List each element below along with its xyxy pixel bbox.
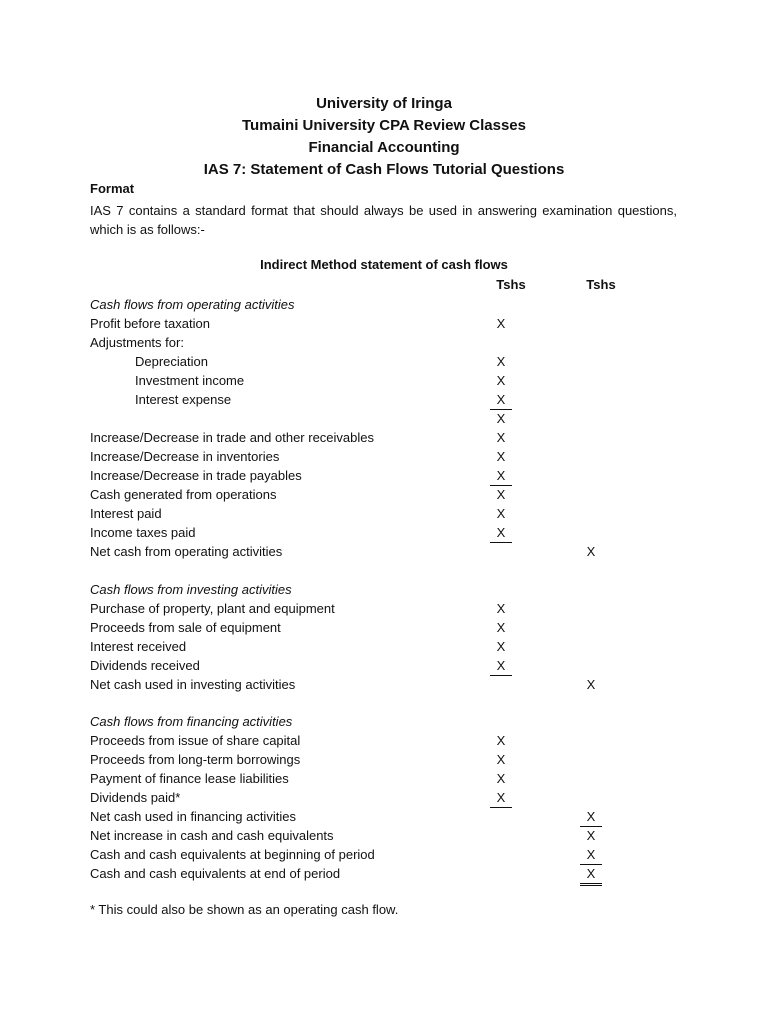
statement-row	[0, 409, 768, 428]
row-label: Purchase of property, plant and equipment	[90, 601, 335, 616]
statement-row	[0, 352, 768, 371]
section-heading-financing: Cash flows from financing activities	[90, 714, 293, 729]
statement-title: Indirect Method statement of cash flows	[260, 257, 508, 272]
column-header-tshs-2: Tshs	[586, 277, 616, 292]
statement-row	[0, 542, 768, 561]
row-label: Cash and cash equivalents at end of period	[90, 866, 341, 881]
statement-row	[0, 371, 768, 390]
row-label: Depreciation	[135, 354, 208, 369]
statement-row	[0, 447, 768, 466]
statement-row	[0, 807, 768, 826]
statement-row	[0, 523, 768, 542]
course-title: Tumaini University CPA Review Classes	[242, 117, 526, 134]
statement-row	[0, 864, 768, 883]
statement-row	[0, 314, 768, 333]
row-label: Income taxes paid	[90, 525, 196, 540]
row-value: X	[490, 466, 512, 486]
row-label: Proceeds from sale of equipment	[90, 620, 281, 635]
statement-row	[0, 504, 768, 523]
row-label: Interest expense	[135, 392, 232, 407]
row-value: X	[496, 620, 506, 635]
row-value: X	[496, 752, 506, 767]
row-label: Interest received	[90, 639, 187, 654]
statement-row	[0, 845, 768, 864]
statement-row	[0, 731, 768, 750]
row-label: Net cash from operating activities	[90, 544, 283, 559]
row-grand-total: X	[580, 864, 602, 886]
row-label: Dividends paid*	[90, 790, 181, 805]
row-value: X	[496, 733, 506, 748]
statement-row	[0, 295, 768, 314]
row-value: X	[496, 639, 506, 654]
row-label: Increase/Decrease in trade and other receivables	[90, 430, 374, 445]
section-heading-operating: Cash flows from operating activities	[90, 297, 295, 312]
row-label: Investment income	[135, 373, 245, 388]
statement-row	[0, 769, 768, 788]
subject-title: Financial Accounting	[308, 139, 460, 156]
row-label: Net cash used in financing activities	[90, 809, 296, 824]
row-value: X	[496, 771, 506, 786]
row-label: Cash and cash equivalents at beginning of period	[90, 847, 375, 862]
row-value: X	[496, 506, 506, 521]
statement-row	[0, 428, 768, 447]
section-heading-investing: Cash flows from investing activities	[90, 582, 292, 597]
row-label: Proceeds from long-term borrowings	[90, 752, 301, 767]
format-heading: Format	[90, 181, 135, 196]
row-label: Proceeds from issue of share capital	[90, 733, 301, 748]
statement-row	[0, 675, 768, 694]
row-value: X	[496, 316, 506, 331]
row-label: Cash generated from operations	[90, 487, 277, 502]
row-label: Increase/Decrease in trade payables	[90, 468, 302, 483]
row-label: Interest paid	[90, 506, 162, 521]
statement-row	[0, 599, 768, 618]
row-total: X	[580, 845, 602, 865]
statement-row	[0, 656, 768, 675]
university-title: University of Iringa	[316, 95, 452, 112]
row-value: X	[496, 601, 506, 616]
row-total: X	[580, 807, 602, 827]
row-value: X	[496, 354, 506, 369]
statement-row	[0, 580, 768, 599]
row-label: Adjustments for:	[90, 335, 184, 350]
statement-row	[0, 826, 768, 845]
footnote: * This could also be shown as an operating cash flow.	[90, 902, 399, 917]
row-value: X	[496, 430, 506, 445]
row-value: X	[496, 449, 506, 464]
row-total: X	[586, 544, 596, 559]
statement-row	[0, 637, 768, 656]
row-value: X	[490, 390, 512, 410]
row-label: Profit before taxation	[90, 316, 210, 331]
subtotal-value: X	[496, 411, 506, 426]
statement-row	[0, 750, 768, 769]
statement-row	[0, 390, 768, 409]
row-value: X	[490, 523, 512, 543]
row-value: X	[496, 373, 506, 388]
column-header-tshs-1: Tshs	[496, 277, 526, 292]
statement-row	[0, 333, 768, 352]
row-label: Increase/Decrease in inventories	[90, 449, 280, 464]
intro-paragraph: IAS 7 contains a standard format that should always be used in answering examination questions, which is as follows:-	[90, 203, 677, 237]
topic-title: IAS 7: Statement of Cash Flows Tutorial Questions	[203, 161, 565, 178]
row-label: Net cash used in investing activities	[90, 677, 296, 692]
row-label: Net increase in cash and cash equivalents	[90, 828, 334, 843]
row-label: Dividends received	[90, 658, 200, 673]
row-label: Payment of finance lease liabilities	[90, 771, 289, 786]
statement-row	[0, 485, 768, 504]
statement-row	[0, 712, 768, 731]
statement-row	[0, 466, 768, 485]
row-value: X	[490, 656, 512, 676]
row-total: X	[586, 828, 596, 843]
row-value: X	[496, 487, 506, 502]
statement-row	[0, 788, 768, 807]
statement-row	[0, 618, 768, 637]
row-value: X	[490, 788, 512, 808]
row-total: X	[586, 677, 596, 692]
